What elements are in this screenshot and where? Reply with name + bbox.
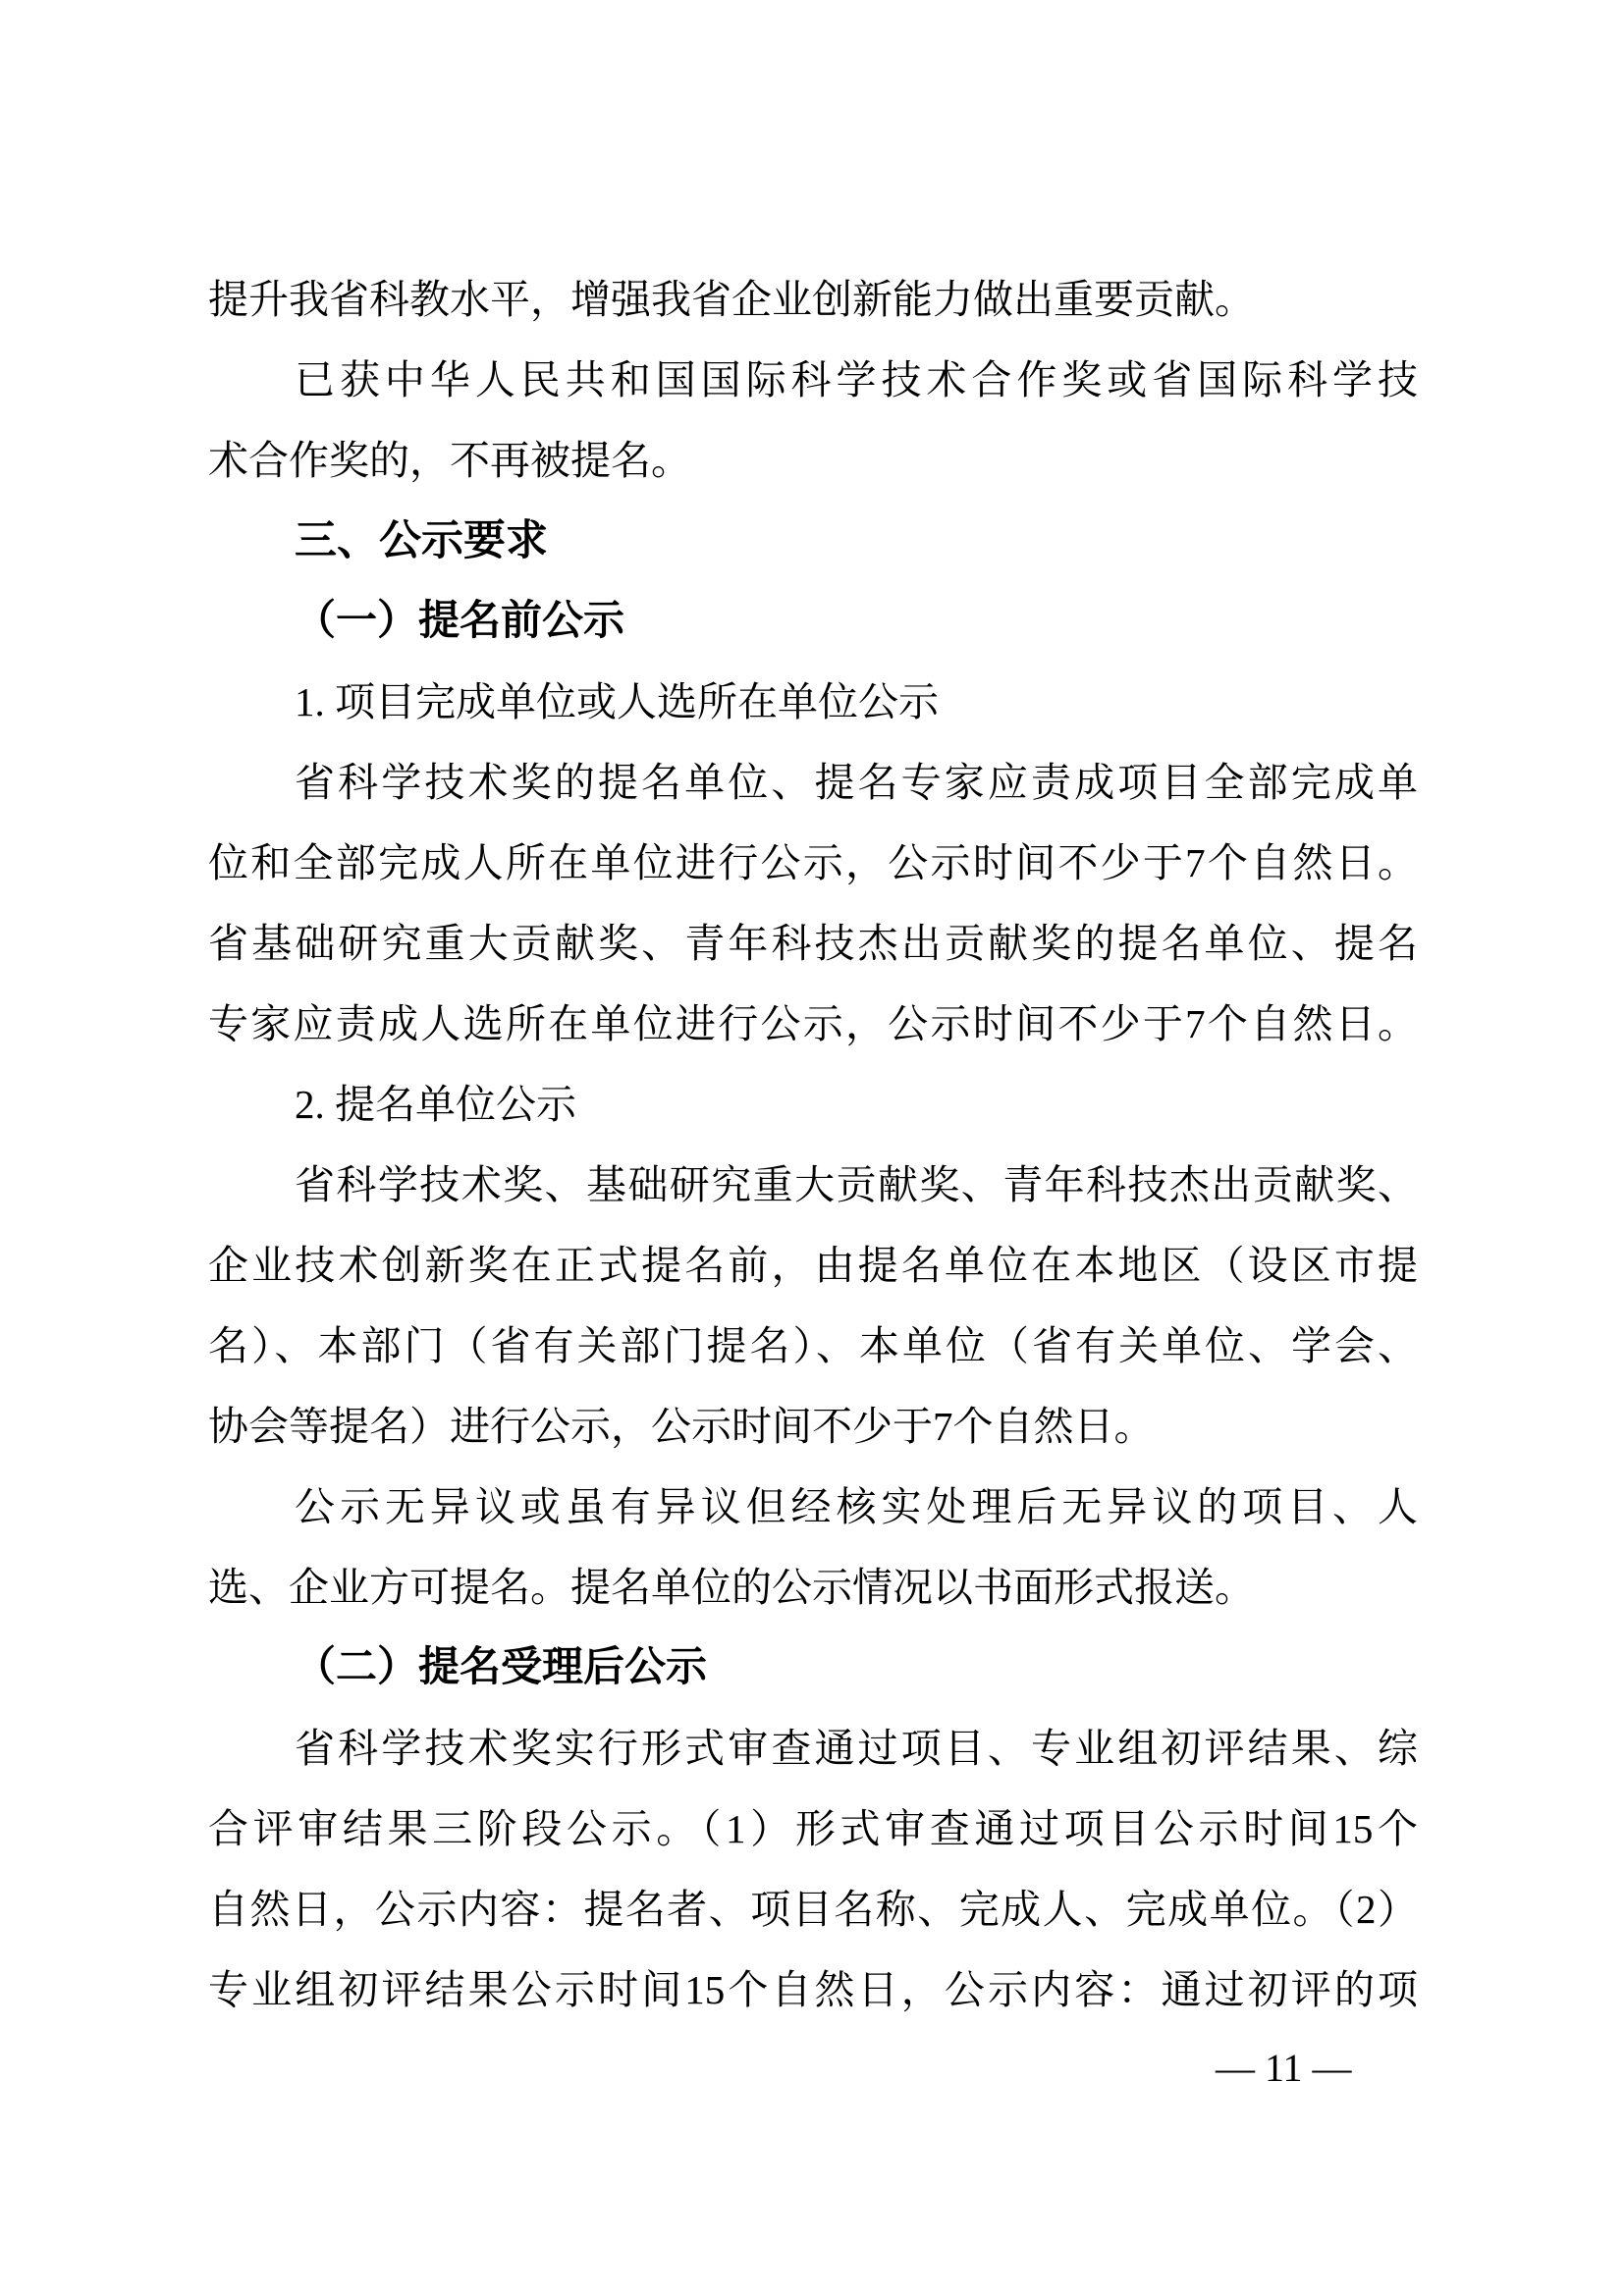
body-line: 协会等提名）进行公示，公示时间不少于7个自然日。 — [208, 1404, 1155, 1449]
body-line: 术合作奖的，不再被提名。 — [208, 438, 691, 483]
heading-sub-2: （二）提名受理后公示 — [295, 1645, 708, 1690]
body-line: 省科学技术奖实行形式审查通过项目、专业组初评结果、综 — [295, 1726, 1418, 1771]
document-text-block — [208, 259, 1418, 2030]
list-item-1-title: 1. 项目完成单位或人选所在单位公示 — [295, 679, 939, 724]
body-line: 已获中华人民共和国国际科学技术合作奖或省国际科学技 — [295, 357, 1418, 402]
body-line: 省科学技术奖的提名单位、提名专家应责成项目全部完成单 — [295, 760, 1418, 805]
body-line: 合评审结果三阶段公示。（1）形式审查通过项目公示时间15个 — [208, 1806, 1418, 1851]
body-line: 专家应责成人选所在单位进行公示，公示时间不少于7个自然日。 — [208, 1001, 1418, 1046]
body-line: 省科学技术奖、基础研究重大贡献奖、青年科技杰出贡献奖、 — [295, 1162, 1418, 1207]
page-number: — 11 — — [1216, 2046, 1352, 2090]
heading-sub-1: （一）提名前公示 — [295, 599, 625, 644]
body-line: 自然日，公示内容：提名者、项目名称、完成人、完成单位。（2） — [208, 1887, 1418, 1932]
heading-section-3: 三、公示要求 — [295, 517, 548, 564]
body-line: 提升我省科教水平，增强我省企业创新能力做出重要贡献。 — [208, 277, 1255, 322]
body-line: 专业组初评结果公示时间15个自然日，公示内容：通过初评的项 — [208, 1967, 1418, 2012]
body-line: 企业技术创新奖在正式提名前，由提名单位在本地区（设区市提 — [208, 1243, 1418, 1288]
body-line: 位和全部完成人所在单位进行公示，公示时间不少于7个自然日。 — [208, 840, 1418, 885]
body-line: 名）、本部门（省有关部门提名）、本单位（省有关单位、学会、 — [208, 1323, 1418, 1368]
list-item-2-title: 2. 提名单位公示 — [295, 1082, 576, 1127]
body-line: 省基础研究重大贡献奖、青年科技杰出贡献奖的提名单位、提名 — [208, 921, 1418, 966]
body-line: 公示无异议或虽有异议但经核实处理后无异议的项目、人 — [295, 1484, 1418, 1529]
body-line: 选、企业方可提名。提名单位的公示情况以书面形式报送。 — [208, 1565, 1255, 1610]
